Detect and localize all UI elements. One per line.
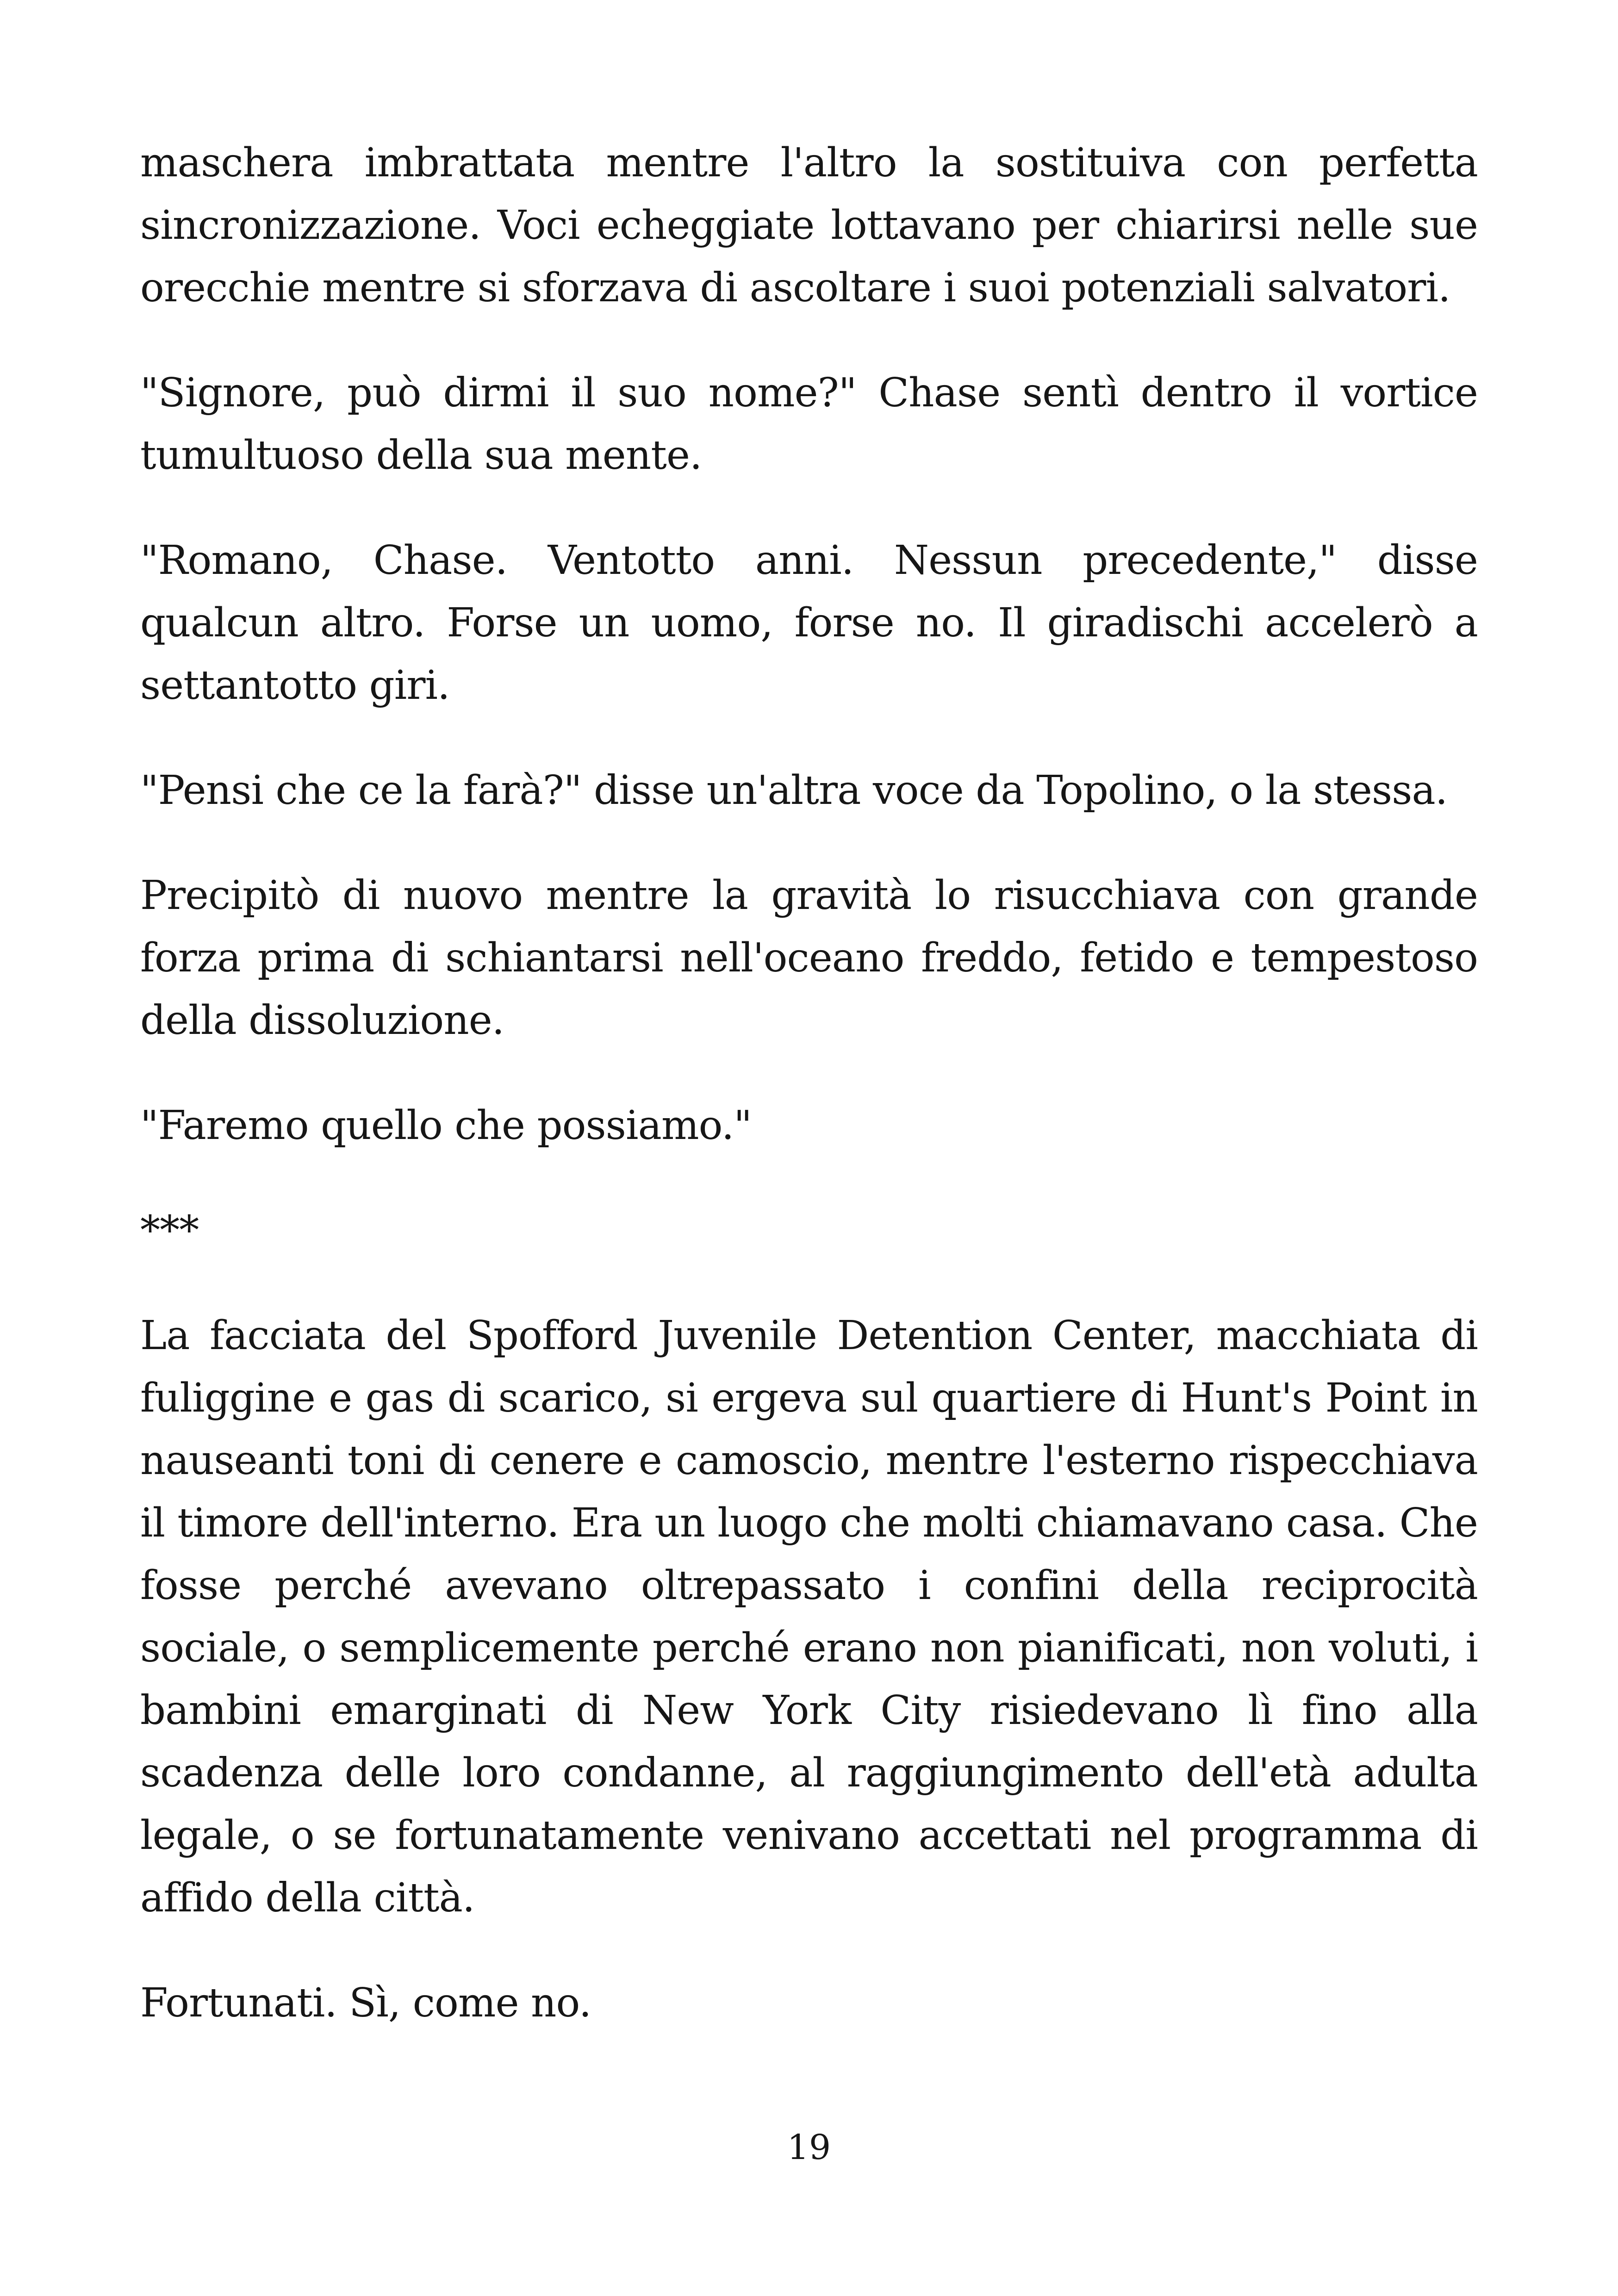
paragraph-5: Precipitò di nuovo mentre la gravità lo risucchiava con grande forza prima di schiantarsi nell'oceano freddo, fetido e tempestoso della dissoluzione. — [140, 872, 1478, 1044]
page-number: 19 — [787, 2128, 831, 2167]
paragraph-4: "Pensi che ce la farà?" disse un'altra voce da Topolino, o la stessa. — [140, 767, 1448, 814]
paragraph-2: "Signore, può dirmi il suo nome?" Chase sentì dentro il vortice tumultuoso della sua mente. — [140, 370, 1478, 479]
paragraph-6: "Faremo quello che possiamo." — [140, 1102, 752, 1149]
paragraph-7: La facciata del Spofford Juvenile Detention Center, macchiata di fuliggine e gas di scarico, si ergeva sul quartiere di Hunt's Point in nauseanti toni di cenere e camoscio, mentre l'esterno rispecchiava il timore dell'interno. Era un luogo che molti chiamavano casa. Che fosse perché avevano oltrepassato i confini della reciprocità sociale, o semplicemente perché erano non pianificati, non voluti, i bambini emarginati di New York City risiedevano lì fino alla scadenza delle loro condanne, al raggiungimento dell'età adulta legale, o se fortunatamente venivano accettati nel programma di affido della città. — [140, 1313, 1478, 1921]
section-break: *** — [140, 1207, 199, 1254]
paragraph-1: maschera imbrattata mentre l'altro la sostituiva con perfetta sincronizzazione. Voci echeggiate lottavano per chiarirsi nelle sue orecchie mentre si sforzava di ascoltare i suoi potenziali salvatori. — [140, 140, 1478, 311]
page-body-text — [140, 132, 1478, 2035]
paragraph-8: Fortunati. Sì, come no. — [140, 1980, 591, 2026]
paragraph-3: "Romano, Chase. Ventotto anni. Nessun precedente," disse qualcun altro. Forse un uomo, forse no. Il giradischi accelerò a settantotto giri. — [140, 537, 1478, 709]
